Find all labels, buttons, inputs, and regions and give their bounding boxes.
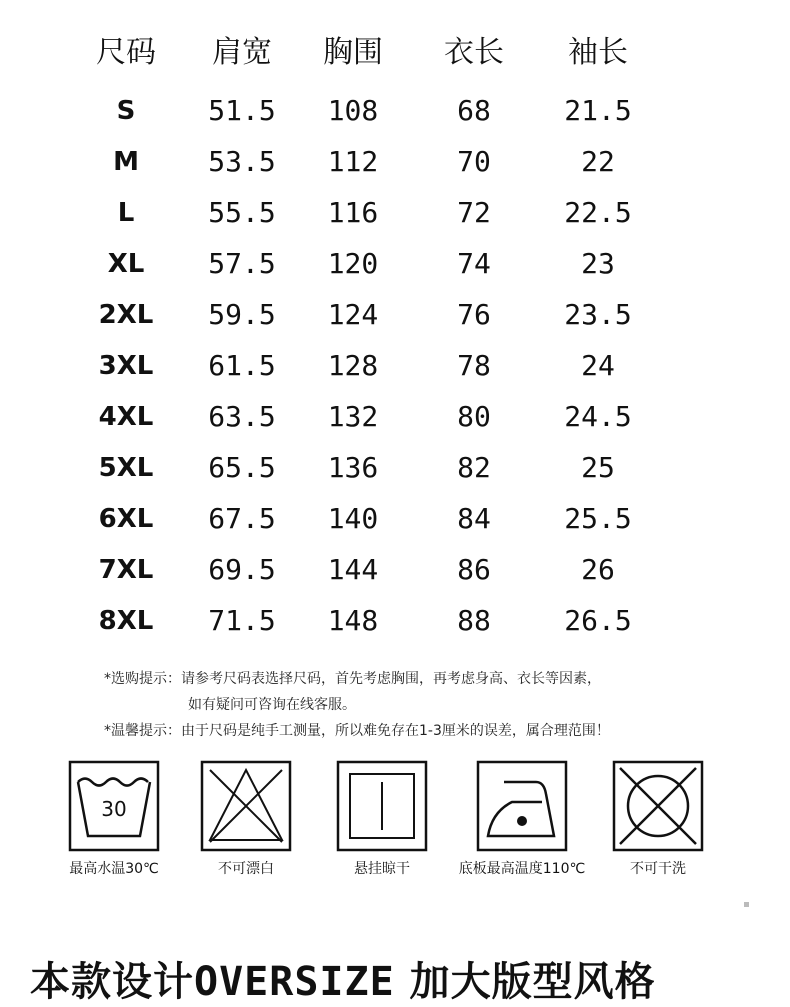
cell-chest: 140: [327, 502, 379, 535]
cell-length: 88: [457, 604, 491, 637]
note-line-2: 如有疑问可咨询在线客服。: [188, 697, 356, 713]
cell-size: 3XL: [98, 351, 154, 381]
header-size: 尺码: [96, 35, 156, 70]
table-row: [0, 191, 790, 235]
cell-chest: 148: [327, 604, 379, 637]
table-row: [0, 446, 790, 490]
wash-30-icon: [68, 760, 160, 852]
cell-chest: 124: [327, 298, 379, 331]
note-line-1: *选购提示：请参考尺码表选择尺码，首先考虑胸围，再考虑身高、衣长等因素，: [104, 671, 601, 687]
cell-shoulder: 65.5: [208, 451, 276, 484]
iron-low-icon: [476, 760, 568, 852]
cell-size: M: [113, 147, 139, 177]
header-length: 衣长: [444, 35, 504, 70]
cell-chest: 112: [327, 145, 379, 178]
cell-size: 6XL: [98, 504, 154, 534]
cell-chest: 120: [327, 247, 379, 280]
cell-shoulder: 63.5: [208, 400, 276, 433]
cell-chest: 136: [327, 451, 379, 484]
cell-length: 78: [457, 349, 491, 382]
cell-length: 72: [457, 196, 491, 229]
line-dry-icon: [336, 760, 428, 852]
cell-length: 84: [457, 502, 491, 535]
cell-sleeve: 26: [581, 553, 615, 586]
care-label-bleach: 不可漂白: [218, 861, 274, 877]
cell-size: 7XL: [98, 555, 154, 585]
care-label-wash: 最高水温30℃: [69, 861, 159, 877]
cell-length: 80: [457, 400, 491, 433]
cell-length: 68: [457, 94, 491, 127]
decorative-dot: [744, 902, 749, 907]
cell-sleeve: 21.5: [564, 94, 632, 127]
cell-sleeve: 23.5: [564, 298, 632, 331]
cell-sleeve: 22: [581, 145, 615, 178]
table-row: [0, 497, 790, 541]
table-row: [0, 140, 790, 184]
care-item-dryclean: [578, 760, 738, 878]
header-sleeve: 袖长: [568, 35, 628, 70]
note-line-3: *温馨提示：由于尺码是纯手工测量，所以难免存在1-3厘米的误差，属合理范围！: [104, 723, 610, 739]
cell-length: 74: [457, 247, 491, 280]
table-row: [0, 242, 790, 286]
no-bleach-icon: [200, 760, 292, 852]
no-dry-clean-icon: [612, 760, 704, 852]
cell-chest: 108: [327, 94, 379, 127]
banner-prefix: 本款设计: [30, 959, 194, 1005]
cell-shoulder: 57.5: [208, 247, 276, 280]
table-row: [0, 599, 790, 643]
cell-size: 8XL: [98, 606, 154, 636]
cell-size: L: [117, 198, 135, 228]
cell-chest: 116: [327, 196, 379, 229]
cell-shoulder: 67.5: [208, 502, 276, 535]
banner-suffix: 加大版型风格: [394, 959, 656, 1005]
header-chest: 胸围: [323, 35, 383, 70]
cell-sleeve: 24.5: [564, 400, 632, 433]
cell-shoulder: 55.5: [208, 196, 276, 229]
table-row: [0, 548, 790, 592]
cell-chest: 132: [327, 400, 379, 433]
care-label-dry: 悬挂晾干: [354, 861, 410, 877]
cell-sleeve: 24: [581, 349, 615, 382]
cell-chest: 144: [327, 553, 379, 586]
cell-shoulder: 71.5: [208, 604, 276, 637]
cell-length: 86: [457, 553, 491, 586]
care-instructions: [0, 760, 790, 885]
cell-shoulder: 53.5: [208, 145, 276, 178]
care-label-iron: 底板最高温度110℃: [458, 861, 586, 877]
care-item-dry: [302, 760, 462, 878]
cell-sleeve: 23: [581, 247, 615, 280]
cell-size: 4XL: [98, 402, 154, 432]
cell-size: XL: [107, 249, 145, 279]
table-row: [0, 344, 790, 388]
cell-shoulder: 61.5: [208, 349, 276, 382]
cell-shoulder: 69.5: [208, 553, 276, 586]
cell-size: S: [116, 96, 136, 126]
oversize-banner: [30, 950, 656, 1007]
table-header-row: [0, 31, 790, 75]
cell-length: 70: [457, 145, 491, 178]
cell-sleeve: 26.5: [564, 604, 632, 637]
cell-chest: 128: [327, 349, 379, 382]
care-label-dryclean: 不可干洗: [630, 861, 686, 877]
header-shoulder: 肩宽: [212, 35, 272, 70]
cell-size: 2XL: [98, 300, 154, 330]
cell-size: 5XL: [98, 453, 154, 483]
cell-length: 82: [457, 451, 491, 484]
cell-length: 76: [457, 298, 491, 331]
table-row: [0, 89, 790, 133]
cell-shoulder: 59.5: [208, 298, 276, 331]
cell-sleeve: 25: [581, 451, 615, 484]
banner-latin: OVERSIZE: [194, 959, 395, 1005]
cell-sleeve: 22.5: [564, 196, 632, 229]
size-notes: [104, 666, 610, 744]
table-row: [0, 293, 790, 337]
table-row: [0, 395, 790, 439]
cell-sleeve: 25.5: [564, 502, 632, 535]
wash-temp-text: 30: [101, 797, 127, 821]
cell-shoulder: 51.5: [208, 94, 276, 127]
